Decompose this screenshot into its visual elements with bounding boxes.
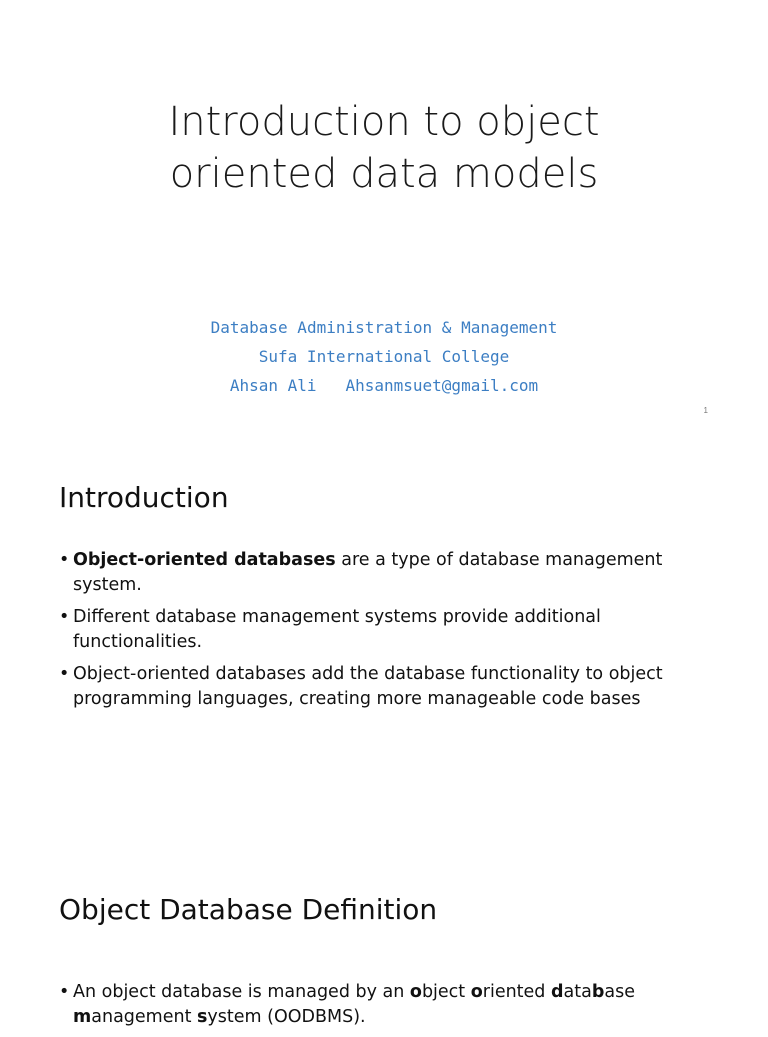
bullet-bold-letter: b xyxy=(591,982,605,1002)
bullet-list xyxy=(59,548,698,719)
bullet-item xyxy=(59,548,698,598)
bullet-bold-letter: s xyxy=(197,1007,208,1027)
bullet-bold-letter: d xyxy=(550,982,564,1002)
bullet-text: anagement xyxy=(91,1007,197,1027)
author-email: Ahsanmsuet@gmail.com xyxy=(345,376,539,395)
bullet-text: bject xyxy=(421,982,471,1002)
bullet-text: ata xyxy=(563,982,592,1002)
slide-title-line2: oriented data models xyxy=(169,151,599,197)
slide-heading: Object Database Definition xyxy=(59,893,438,926)
bullet-text: ystem (OODBMS). xyxy=(207,1007,366,1027)
bullet-bold-text: Object-oriented databases xyxy=(73,550,336,570)
slide-title-line1: Introduction to object xyxy=(168,99,600,145)
bullet-bold-letter: o xyxy=(470,982,483,1002)
course-name: Database Administration & Management xyxy=(210,318,558,337)
bullet-text: are a type of database management system. xyxy=(73,550,663,595)
slide-title xyxy=(0,96,768,200)
bullet-item: • Different database management systems provide additional functionalities. xyxy=(59,605,698,655)
definition-slide xyxy=(0,830,768,1027)
slide-subtitle xyxy=(0,313,768,400)
introduction-slide xyxy=(0,430,768,830)
bullet-item: • Object-oriented databases add the database functionality to object programming languages, creating more manageable code bases xyxy=(59,662,698,712)
author-name: Ahsan Ali xyxy=(229,376,317,395)
title-slide xyxy=(0,0,768,430)
bullet-bold-letter: m xyxy=(73,1007,92,1027)
slide-heading: Introduction xyxy=(59,481,229,514)
author-line xyxy=(0,371,768,400)
bullet-bold-letter: o xyxy=(409,982,422,1002)
page-number: 1 xyxy=(703,406,708,415)
bullet-item xyxy=(59,980,698,1030)
bullet-text: riented xyxy=(482,982,551,1002)
bullet-text: ase xyxy=(604,982,635,1002)
bullet-text: An object database is managed by an xyxy=(73,982,410,1002)
bullet-list xyxy=(59,980,698,1037)
college-name: Sufa International College xyxy=(258,347,510,366)
